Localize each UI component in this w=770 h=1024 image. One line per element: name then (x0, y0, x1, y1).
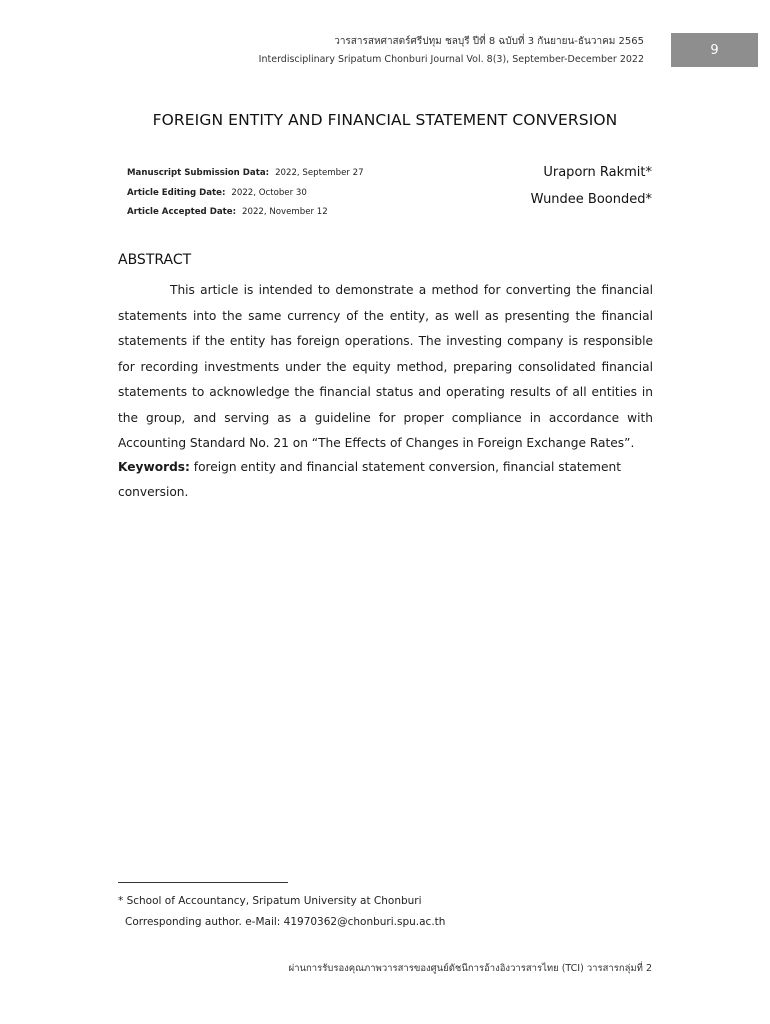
running-header (259, 34, 644, 68)
keywords-label: Keywords: (118, 460, 190, 474)
date-label: Manuscript Submission Data: (127, 168, 270, 178)
footnote-contact: Corresponding author. e-Mail: 41970362@chonburi.spu.ac.th (125, 916, 446, 928)
date-label: Article Accepted Date: (127, 207, 237, 217)
page-footer: ผ่านการรับรองคุณภาพวารสารของศูนย์ดัชนีการอ้างอิงวารสารไทย (TCI) วารสารกลุ่มที่ 2 (288, 963, 652, 974)
author-name: Uraporn Rakmit* (543, 165, 652, 180)
date-label: Article Editing Date: (127, 187, 226, 198)
keywords-text: foreign entity and financial statement conversion, financial statement conversion. (118, 460, 622, 499)
article-title: FOREIGN ENTITY AND FINANCIAL STATEMENT CONVERSION (152, 111, 618, 129)
journal-name-thai: วารสารสหศาสตร์ศรีปทุม ชลบุรี ปีที่ 8 ฉบับที่ 3 กันยายน-ธันวาคม 2565 (334, 36, 644, 47)
footnote-affiliation: * School of Accountancy, Sripatum University at Chonburi (118, 895, 422, 907)
date-row-editing (127, 186, 364, 206)
page-number: 9 (710, 42, 719, 58)
journal-name-english: Interdisciplinary Sripatum Chonburi Journal Vol. 8(3), September-December 2022 (258, 54, 644, 65)
abstract-heading: ABSTRACT (118, 252, 192, 268)
footnote-divider (118, 882, 288, 883)
date-row-accepted (127, 205, 364, 225)
date-value: 2022, October 30 (231, 187, 307, 198)
author-name: Wundee Boonded* (530, 192, 652, 207)
date-row-submission (127, 166, 364, 186)
date-value: 2022, September 27 (275, 168, 364, 178)
abstract-body: This article is intended to demonstrate a method for converting the financial statements into the same currency of the entity, as well as presenting the financial statements if the entity has foreign operations. The investing company is responsible for recording investments under the equity method, preparing consolidated financial statements to acknowledge the financial status and operating results of all entities in the group, and serving as a guideline for proper compliance in accordance with Accounting Standard No. 21 on “The Effects of Changes in Foreign Exchange Rates”. (118, 283, 653, 450)
author-list (531, 164, 652, 218)
page-number-tab (671, 33, 758, 67)
date-value: 2022, November 12 (242, 207, 328, 217)
footnote (118, 891, 445, 933)
submission-dates (127, 166, 364, 225)
keywords (118, 455, 678, 505)
